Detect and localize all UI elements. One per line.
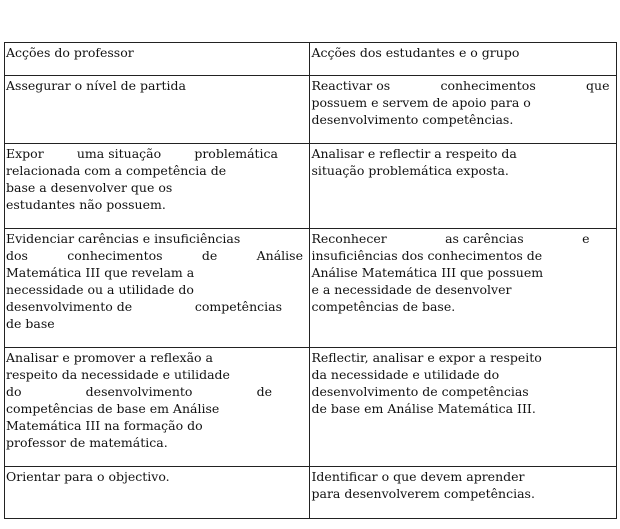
student-action-cell xyxy=(310,144,617,229)
cell-text-line: Evidenciar carências e insuficiências xyxy=(6,231,241,246)
text-segment: conhecimentos xyxy=(440,78,536,93)
cell-text-line: possuem e servem de apoio para o xyxy=(311,95,531,110)
cell-text-line xyxy=(6,383,272,400)
cell-text-line: para desenvolverem competências. xyxy=(311,486,535,501)
cell-text-line xyxy=(311,77,609,94)
cell-text-line: e a necessidade de desenvolver xyxy=(311,282,512,297)
cell-text-line xyxy=(311,230,589,247)
text-segment: uma situação xyxy=(76,146,162,161)
cell-text-line: Matemática III na formação do xyxy=(6,418,203,433)
text-segment: do xyxy=(6,384,22,399)
text-segment: e xyxy=(582,231,590,246)
cell-text-line xyxy=(6,247,303,264)
student-action-cell xyxy=(310,467,617,519)
student-action-cell xyxy=(310,348,617,467)
cell-text-line: Analisar e reflectir a respeito da xyxy=(311,146,517,161)
cell-text-line: competências de base em Análise xyxy=(6,401,220,416)
text-segment: de xyxy=(256,384,272,399)
header-professor-label: Acções do professor xyxy=(6,45,134,60)
text-segment: Expor xyxy=(6,146,44,161)
text-segment: Reconhecer xyxy=(311,231,387,246)
text-segment: Análise xyxy=(256,248,303,263)
student-action-cell xyxy=(310,229,617,348)
professor-action-cell xyxy=(5,229,310,348)
cell-text-line: de base xyxy=(6,316,55,331)
professor-action-cell xyxy=(5,144,310,229)
text-segment: que xyxy=(586,78,610,93)
actions-table xyxy=(4,42,617,519)
table-row xyxy=(5,229,617,348)
student-action-cell xyxy=(310,76,617,144)
table-row xyxy=(5,144,617,229)
header-student-actions xyxy=(310,43,617,76)
table-row xyxy=(5,348,617,467)
text-segment: dos xyxy=(6,248,28,263)
cell-text-line: relacionada com a competência de xyxy=(6,163,227,178)
table-header-row xyxy=(5,43,617,76)
professor-action-cell xyxy=(5,467,310,519)
header-students-label: Acções dos estudantes e o grupo xyxy=(311,45,520,60)
cell-text-line: base a desenvolver que os xyxy=(6,180,173,195)
cell-text-line: professor de matemática. xyxy=(6,435,168,450)
professor-action-cell xyxy=(5,76,310,144)
cell-text-line: competências de base. xyxy=(311,299,456,314)
cell-text-line: respeito da necessidade e utilidade xyxy=(6,367,230,382)
cell-text-line: de base em Análise Matemática III. xyxy=(311,401,536,416)
cell-text-line: Identificar o que devem aprender xyxy=(311,469,525,484)
text-segment: desenvolvimento xyxy=(85,384,193,399)
text-segment: de xyxy=(201,248,218,263)
professor-action-cell xyxy=(5,348,310,467)
cell-text-line: necessidade ou a utilidade do xyxy=(6,282,194,297)
header-professor-actions xyxy=(5,43,310,76)
cell-text-line: insuficiências dos conhecimentos de xyxy=(311,248,543,263)
cell-text-line: Matemática III que revelam a xyxy=(6,265,195,280)
cell-text-line: Análise Matemática III que possuem xyxy=(311,265,544,280)
text-segment: problemática xyxy=(194,146,278,161)
text-segment: competências xyxy=(194,299,282,314)
cell-text-line: estudantes não possuem. xyxy=(6,197,166,212)
cell-text-line xyxy=(6,298,282,315)
text-segment: conhecimentos xyxy=(67,248,163,263)
cell-text-line: Analisar e promover a reflexão a xyxy=(6,350,213,365)
table-row xyxy=(5,76,617,144)
cell-text-line: desenvolvimento de competências xyxy=(311,384,529,399)
text-segment: desenvolvimento de xyxy=(6,299,133,314)
text-segment: as carências xyxy=(445,231,524,246)
text-segment: Reactivar os xyxy=(311,78,391,93)
cell-text-line: Reflectir, analisar e expor a respeito xyxy=(311,350,542,365)
cell-text-line: da necessidade e utilidade do xyxy=(311,367,500,382)
table-row xyxy=(5,467,617,519)
cell-text-line xyxy=(6,145,278,162)
cell-text-line: Orientar para o objectivo. xyxy=(6,469,170,484)
cell-text-line: desenvolvimento competências. xyxy=(311,112,514,127)
cell-text-line: Assegurar o nível de partida xyxy=(6,78,186,93)
cell-text-line: situação problemática exposta. xyxy=(311,163,509,178)
